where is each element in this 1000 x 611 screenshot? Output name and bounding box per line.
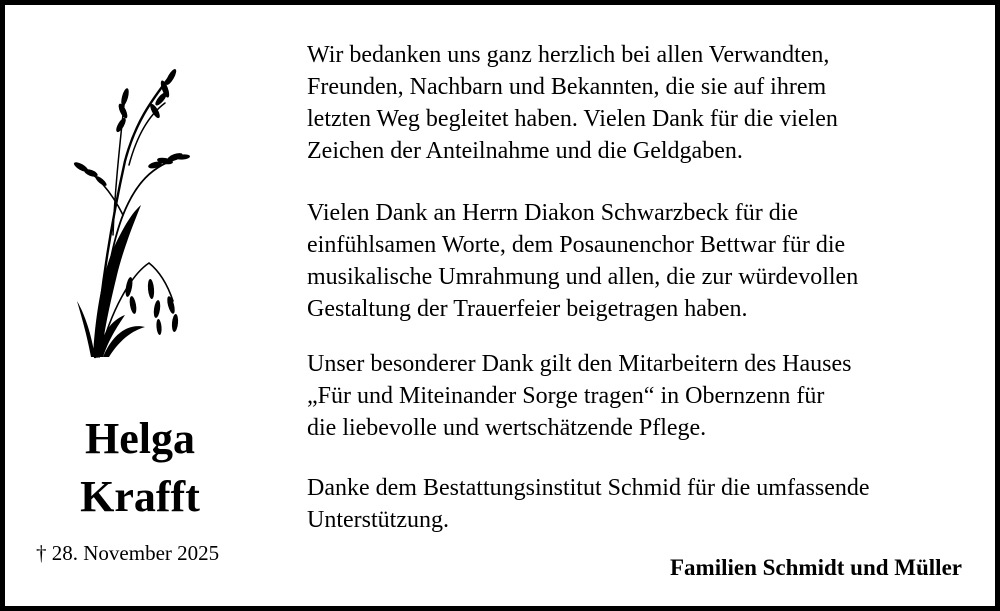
death-date: † 28. November 2025 — [36, 541, 220, 565]
grass-icon — [73, 65, 193, 365]
message-line: Unser besonderer Dank gilt den Mitarbeitern des Hauses — [307, 351, 852, 377]
message-line: Danke dem Bestattungsinstitut Schmid für die umfassende — [307, 475, 870, 501]
message-line: Gestaltung der Trauerfeier beigetragen haben. — [307, 296, 748, 322]
message-line: letzten Weg begleitet haben. Vielen Dank für die vielen — [307, 106, 838, 132]
family-signature: Familien Schmidt und Müller — [670, 555, 962, 580]
message-line: Unterstützung. — [307, 507, 449, 533]
message-paragraph — [307, 348, 987, 444]
message-paragraph — [307, 197, 987, 325]
message-line: „Für und Miteinander Sorge tragen“ in Obernzenn für — [307, 383, 825, 409]
message-line: Freunden, Nachbarn und Bekannten, die sie auf ihrem — [307, 74, 827, 100]
message-paragraph — [307, 472, 987, 536]
message-paragraph — [307, 39, 987, 167]
deceased-last-name: Krafft — [80, 472, 200, 521]
message-line: die liebevolle und wertschätzende Pflege. — [307, 415, 707, 441]
deceased-first-name: Helga — [85, 414, 195, 463]
message-line: musikalische Umrahmung und allen, die zur würdevollen — [307, 264, 859, 290]
message-line: Zeichen der Anteilnahme und die Geldgaben. — [307, 138, 743, 164]
message-line: Vielen Dank an Herrn Diakon Schwarzbeck für die — [307, 200, 799, 226]
message-line: Wir bedanken uns ganz herzlich bei allen Verwandten, — [307, 42, 830, 68]
message-line: einfühlsamen Worte, dem Posaunenchor Bettwar für die — [307, 232, 846, 258]
